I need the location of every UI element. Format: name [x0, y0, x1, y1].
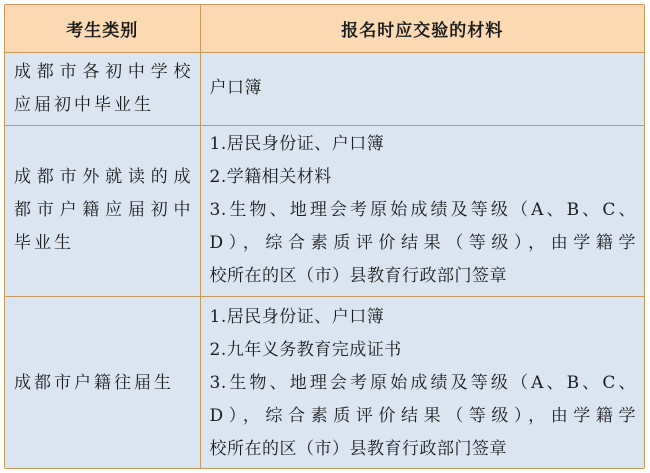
material-line: 2.九年义务教育完成证书 — [209, 339, 402, 360]
material-line: 户口簿 — [209, 78, 262, 98]
material-line: D），综合素质评价结果（等级），由学籍学 — [209, 233, 636, 253]
category-line: 都市户籍应届初中 — [14, 200, 194, 220]
row-materials-cell — [200, 296, 644, 469]
category-line: 成都市户籍往届生 — [14, 372, 174, 393]
row-category-cell — [5, 52, 200, 125]
material-line: 2.学籍相关材料 — [209, 167, 332, 187]
row-category-cell — [5, 125, 200, 296]
category-line: 应届初中毕业生 — [14, 94, 154, 115]
category-line: 成都市各初中学校 — [14, 61, 194, 82]
header-category: 考生类别 — [5, 5, 200, 52]
row-materials-cell — [200, 52, 644, 125]
material-line: D），综合素质评价结果（等级），由学籍学 — [209, 405, 636, 426]
row-materials-cell — [200, 125, 644, 296]
table-row — [5, 296, 644, 469]
material-line: 3.生物、地理会考原始成绩及等级（A、B、C、 — [209, 200, 636, 220]
material-line: 3.生物、地理会考原始成绩及等级（A、B、C、 — [209, 372, 636, 393]
category-line: 毕业生 — [14, 233, 74, 253]
table-header-row — [5, 5, 644, 52]
table-row — [5, 52, 644, 125]
material-line: 校所在的区（市）县教育行政部门签章 — [209, 438, 507, 459]
header-materials: 报名时应交验的材料 — [200, 5, 644, 52]
table-row — [5, 125, 644, 296]
material-line: 1.居民身份证、户口簿 — [209, 134, 385, 154]
registration-materials-table-frame — [4, 4, 645, 469]
material-line: 1.居民身份证、户口簿 — [209, 306, 385, 327]
row-category-cell — [5, 296, 200, 469]
material-line: 校所在的区（市）县教育行政部门签章 — [209, 266, 507, 286]
registration-materials-table — [5, 5, 644, 469]
category-line: 成都市外就读的成 — [14, 167, 194, 187]
